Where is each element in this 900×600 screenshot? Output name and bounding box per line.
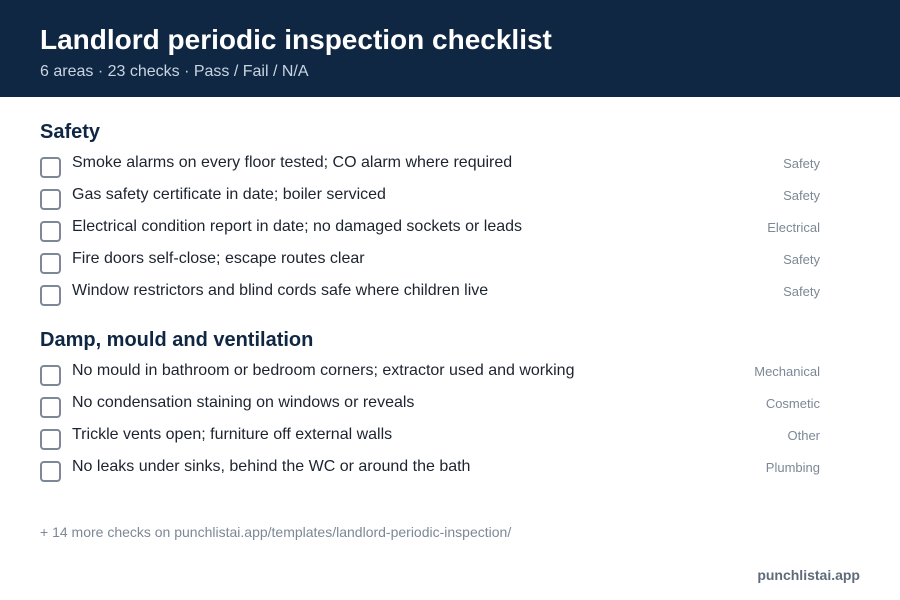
item-checkbox[interactable] xyxy=(40,285,61,306)
item-checkbox[interactable] xyxy=(40,189,61,210)
section-title-damp-mould-ventilation: Damp, mould and ventilation xyxy=(40,329,314,351)
item-category-tag: Safety xyxy=(783,188,820,203)
item-checkbox[interactable] xyxy=(40,365,61,386)
item-checkbox[interactable] xyxy=(40,221,61,242)
item-checkbox[interactable] xyxy=(40,157,61,178)
item-label: No leaks under sinks, behind the WC or around the bath xyxy=(72,458,471,475)
page-title: Landlord periodic inspection checklist xyxy=(40,24,552,55)
item-label: Window restrictors and blind cords safe where children live xyxy=(72,282,489,299)
item-checkbox[interactable] xyxy=(40,461,61,482)
item-category-tag: Mechanical xyxy=(754,364,820,379)
more-checks-link[interactable]: + 14 more checks on punchlistai.app/templates/landlord-periodic-inspection/ xyxy=(40,524,512,540)
item-checkbox[interactable] xyxy=(40,429,61,450)
checklist-item xyxy=(40,154,820,178)
item-checkbox[interactable] xyxy=(40,253,61,274)
checklist-item xyxy=(40,394,820,418)
item-category-tag: Electrical xyxy=(767,220,820,235)
item-label: Smoke alarms on every floor tested; CO alarm where required xyxy=(72,154,513,171)
page-header xyxy=(0,0,900,97)
item-category-tag: Other xyxy=(787,428,820,443)
checklist-item xyxy=(40,186,820,210)
item-label: No mould in bathroom or bedroom corners; extractor used and working xyxy=(72,362,575,379)
item-checkbox[interactable] xyxy=(40,397,61,418)
checklist-item xyxy=(40,426,820,450)
item-category-tag: Safety xyxy=(783,252,820,267)
item-label: Electrical condition report in date; no damaged sockets or leads xyxy=(72,218,523,235)
checklist-item xyxy=(40,458,820,482)
page-subtitle: 6 areas · 23 checks · Pass / Fail / N/A xyxy=(40,63,309,80)
checklist-item xyxy=(40,282,820,306)
item-category-tag: Safety xyxy=(783,284,820,299)
checklist-item xyxy=(40,362,820,386)
item-category-tag: Cosmetic xyxy=(765,396,820,411)
brand-footer: punchlistai.app xyxy=(757,567,860,583)
checklist-item xyxy=(40,218,820,242)
item-label: Gas safety certificate in date; boiler serviced xyxy=(72,186,386,203)
section-title-safety: Safety xyxy=(40,121,101,143)
item-category-tag: Safety xyxy=(783,156,820,171)
item-label: Trickle vents open; furniture off external walls xyxy=(72,426,393,443)
item-category-tag: Plumbing xyxy=(765,460,820,475)
item-label: No condensation staining on windows or reveals xyxy=(72,394,415,411)
checklist-item xyxy=(40,250,820,274)
item-label: Fire doors self-close; escape routes clear xyxy=(72,250,365,267)
